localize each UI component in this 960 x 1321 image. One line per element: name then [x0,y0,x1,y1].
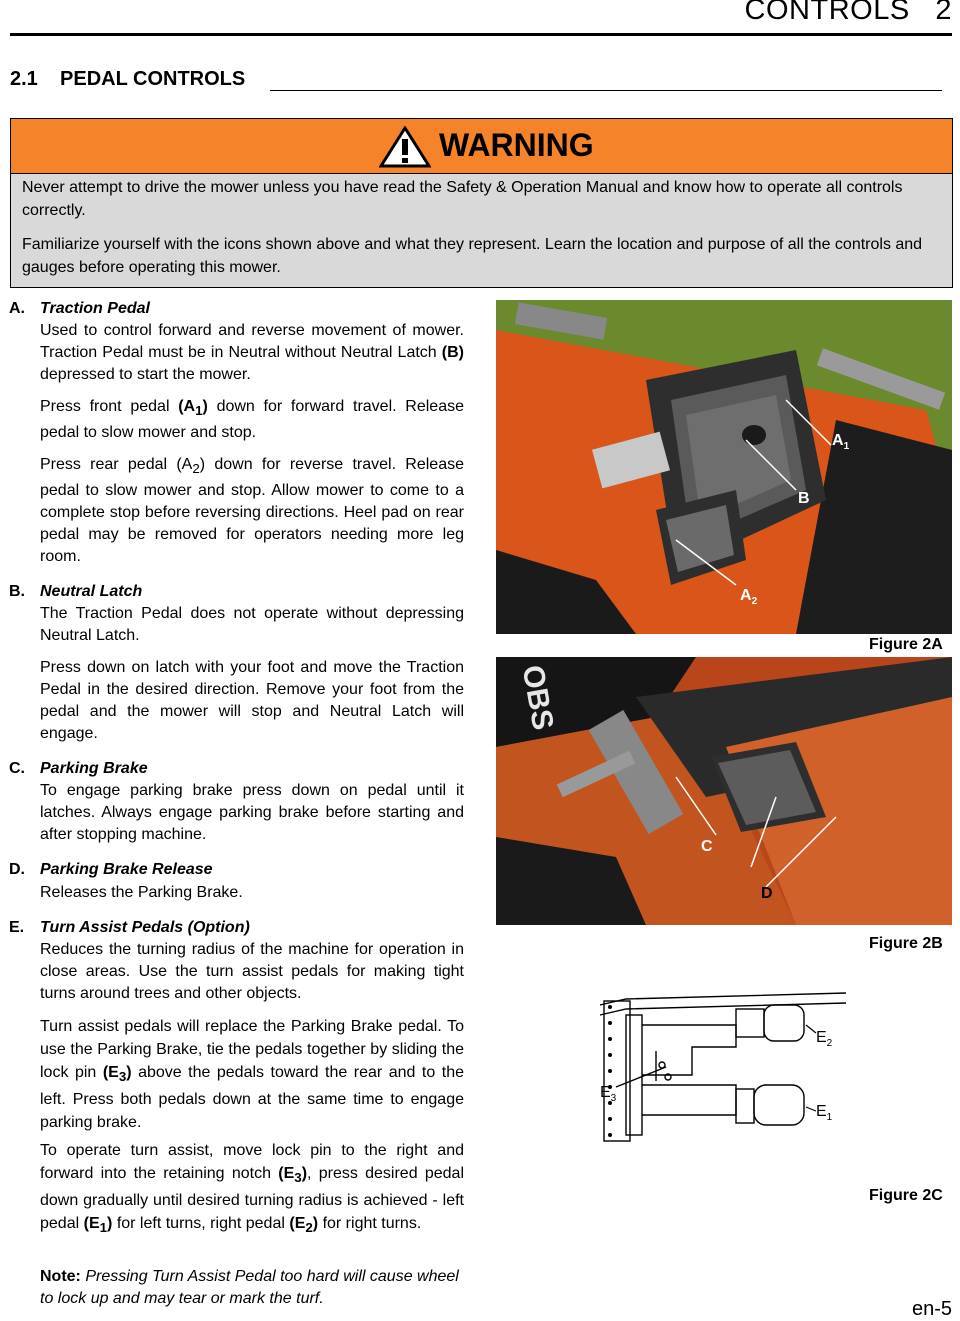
chapter-header [745,0,952,27]
item-b-title: Neutral Latch [40,583,143,600]
item-e-paragraph-1: Reduces the turning radius of the machine for operation in close areas. Use the turn assist pedals for making tight turns around trees and other objects. [40,941,464,1002]
item-e-title: Turn Assist Pedals (Option) [40,919,250,936]
item-a-title: Traction Pedal [40,300,150,317]
section-number: 2.1 [10,68,38,90]
warning-triangle-icon [379,126,431,168]
label-b: B [798,490,810,507]
warning-paragraph-1: Never attempt to drive the mower unless you have read the Safety & Operation Manual and know how to operate all controls correctly. [22,179,903,219]
figure-2a-caption: Figure 2A [869,636,943,653]
header-rule [10,33,952,36]
label-c: C [701,838,713,855]
section-rule [270,90,942,91]
note [40,1266,470,1310]
figure-2b-caption: Figure 2B [869,935,943,952]
warning-heading: WARNING [439,127,594,163]
label-e3: $E_3$ [600,1084,617,1105]
figure-2b-photo [496,657,952,925]
figure-2a-photo [496,300,952,634]
chapter-title: CONTROLS [744,0,910,26]
item-b-paragraph-2: Press down on latch with your foot and move the Traction Pedal in the desired direction. Remove your foot from the pedal and the mower will stop and Neutral Latch will engage. [40,659,464,742]
figure-2c-caption: Figure 2C [869,1187,943,1204]
traction-pedal-illustration [496,300,952,634]
item-b-paragraph-1: The Traction Pedal does not operate without depressing Neutral Latch. [40,605,464,644]
label-a1: $A_1$ [832,432,850,453]
chapter-number: 2 [935,0,952,26]
item-b-letter: B. [9,583,25,600]
item-d-paragraph: Releases the Parking Brake. [40,884,243,901]
item-a-paragraph-2: Press front pedal $(A_1)$ down for forward travel. Release pedal to slow mower and stop. [40,398,464,442]
item-e-paragraph-2: Turn assist pedals will replace the Parking Brake pedal. To use the Parking Brake, tie the pedals together by sliding the lock pin $(E_3)$ above the pedals toward the rear and to the left. Press both pedals down at the same time to engage parking brake. [40,1018,465,1132]
item-e-letter: E. [9,919,25,936]
parking-brake-illustration [496,657,952,925]
item-c-title: Parking Brake [40,760,148,777]
item-d-letter: D. [9,861,25,878]
warning-paragraph-2: Familiarize yourself with the icons shown above and what they represent. Learn the location and purpose of all the controls and gauges before operating this mower. [22,236,923,276]
label-e1: $E_1$ [816,1103,833,1124]
warning-header [11,119,952,174]
note-label: Note: [40,1268,81,1285]
item-c-letter: C. [9,760,25,777]
stencil-text: OBS [515,662,560,733]
label-e2: $E_2$ [816,1029,833,1050]
item-a-letter: A. [9,300,25,317]
item-e-paragraph-3: To operate turn assist, move lock pin to the right and forward into the retaining notch $(E_3)$, press desired pedal down gradually until desired turning radius is achieved - left pedal $(E_1)$ for left turns, right pedal $(E_2)$ for right turns. [40,1142,465,1236]
label-a2: $A_2$ [740,587,758,608]
page-number: en-5 [911,1298,952,1320]
item-a-paragraph-3: Press rear pedal $(A_2)$ down for reverse travel. Release pedal to slow mower and stop. Allow mower to come to a complete stop before reversing directions. Heel pad on rear pedal may be removed for operators needing more leg room. [40,456,464,566]
item-c-paragraph: To engage parking brake press down on pedal until it latches. Always engage parking brake before starting and after stopping machine. [40,782,464,843]
section-name: PEDAL CONTROLS [60,68,246,90]
note-text: Pressing Turn Assist Pedal too hard will cause wheel to lock up and may tear or mark the turf. [40,1268,459,1307]
item-a-paragraph-1: Used to control forward and reverse movement of mower. Traction Pedal must be in Neutral without Neutral Latch (B) depressed to start the mower. [40,322,464,383]
figure-2c-drawing [596,985,856,1145]
section-title [10,68,245,91]
item-d-title: Parking Brake Release [40,861,213,878]
label-d: D [761,885,773,902]
warning-box [10,118,953,288]
